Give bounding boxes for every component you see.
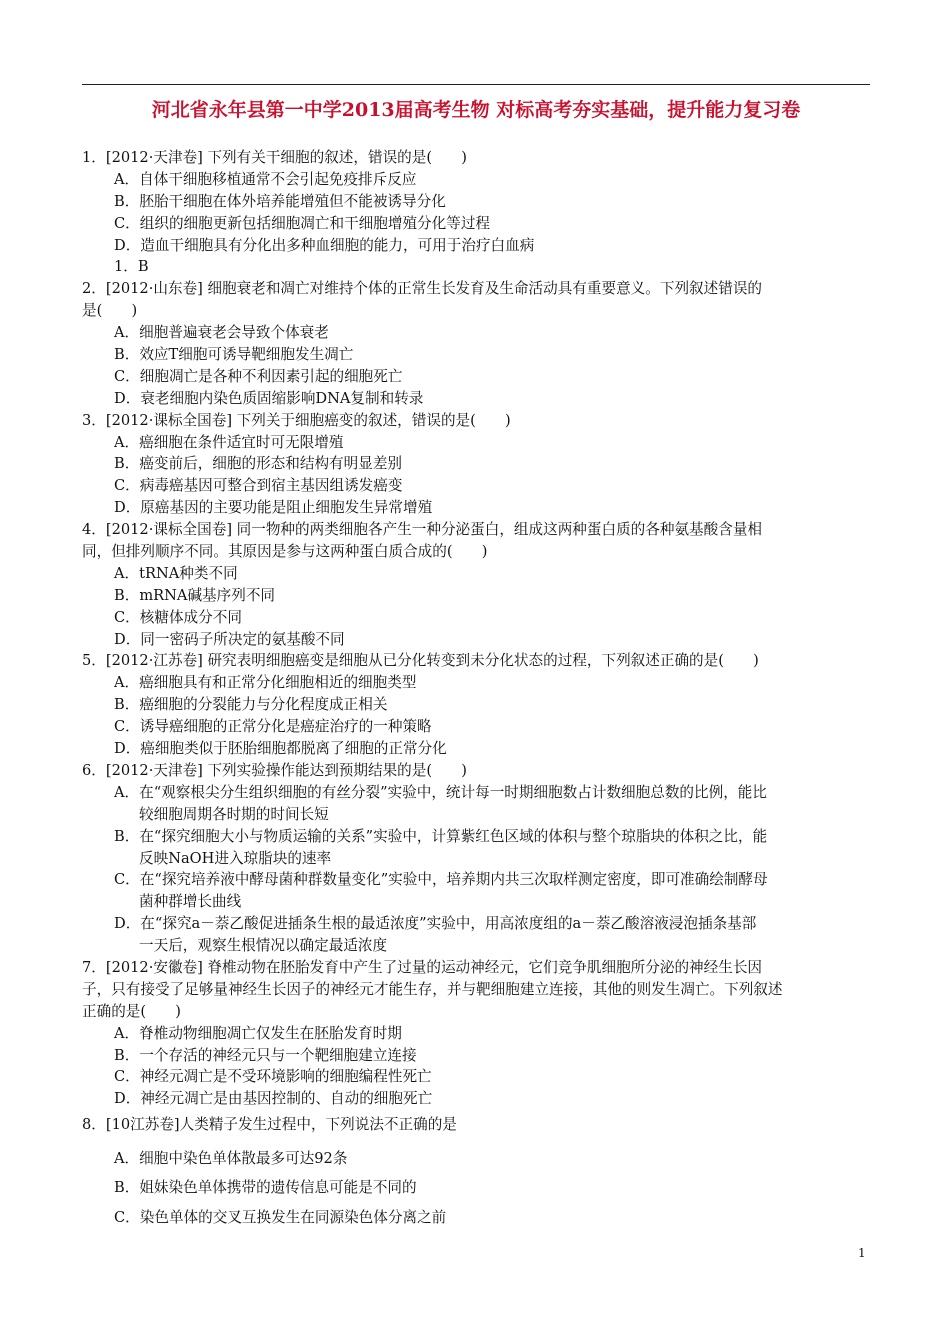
question-stem-line: 同，但排列顺序不同。其原因是参与这两种蛋白质合成的( ) <box>82 543 488 561</box>
answer-option-D: D．同一密码子所决定的氨基酸不同 <box>114 630 345 648</box>
question-stem-line: 6．[2012·天津卷] 下列实验操作能达到预期结果的是( ) <box>82 761 467 779</box>
question-5 <box>82 650 874 759</box>
question-stem-line: 正确的是( ) <box>82 1002 181 1020</box>
page-title: 河北省永年县第一中学2013届高考生物 对标高考夯实基础，提升能力复习卷 <box>151 99 801 121</box>
question-stem-line: 2．[2012·山东卷] 细胞衰老和凋亡对维持个体的正常生长发育及生命活动具有重要意义。下列叙述错误的 <box>82 280 763 298</box>
question-stem-line: 子，只有接受了足够量神经生长因子的神经元才能生存，并与靶细胞建立连接，其他的则发生凋亡。下列叙述 <box>82 980 783 998</box>
answer-option-B: B．癌细胞的分裂能力与分化程度成正相关 <box>114 696 388 714</box>
answer-option-C-cont: 菌种群增长曲线 <box>139 893 242 911</box>
page-number: 1 <box>858 1246 866 1260</box>
answer-option-D: D．神经元凋亡是由基因控制的、自动的细胞死亡 <box>114 1090 433 1108</box>
answer-option-C: C．染色单体的交叉互换发生在同源染色体分离之前 <box>114 1208 447 1226</box>
question-3 <box>82 410 874 519</box>
answer-option-D: D．衰老细胞内染色质固缩影响DNA复制和转录 <box>114 389 424 407</box>
answer-option-D: D．癌细胞类似于胚胎细胞都脱离了细胞的正常分化 <box>114 740 447 758</box>
answer-option-D-cont: 一天后，观察生根情况以确定最适浓度 <box>139 937 388 955</box>
answer-option-C: C．组织的细胞更新包括细胞凋亡和干细胞增殖分化等过程 <box>114 214 491 232</box>
answer-option-D: D．造血干细胞具有分化出多种血细胞的能力，可用于治疗白血病 <box>114 236 535 254</box>
answer-option-C: C．细胞凋亡是各种不利因素引起的细胞死亡 <box>114 367 403 385</box>
answer-option-B: B．mRNA碱基序列不同 <box>114 586 276 604</box>
answer-option-B-cont: 反映NaOH进入琼脂块的速率 <box>139 849 332 867</box>
answer-option-C: C．诱导癌细胞的正常分化是癌症治疗的一种策略 <box>114 718 432 736</box>
header-rule <box>82 84 870 85</box>
question-8 <box>82 1110 874 1232</box>
answer-option-B: B．姐妹染色单体携带的遗传信息可能是不同的 <box>114 1179 417 1197</box>
answer-option-A: A．癌细胞在条件适宜时可无限增殖 <box>114 433 344 451</box>
answer-option-B: B．在“探究细胞大小与物质运输的关系”实验中，计算紫红色区域的体积与整个琼脂块的体积之比，能 <box>114 827 768 845</box>
answer-option-D: D．在“探究a－萘乙酸促进插条生根的最适浓度”实验中，用高浓度组的a－萘乙酸溶液浸泡插条基部 <box>114 915 757 933</box>
answer-option-A: A．在“观察根尖分生组织细胞的有丝分裂”实验中，统计每一时期细胞数占计数细胞总数的比例，能比 <box>114 783 767 801</box>
answer-option-A: A．癌细胞具有和正常分化细胞相近的细胞类型 <box>114 674 417 692</box>
answer-option-B: B．胚胎干细胞在体外培养能增殖但不能被诱导分化 <box>114 192 446 210</box>
answer-option-B: B．一个存活的神经元只与一个靶细胞建立连接 <box>114 1046 417 1064</box>
answer-option-D: D．原癌基因的主要功能是阻止细胞发生异常增殖 <box>114 499 433 517</box>
question-stem-line: 是( ) <box>82 302 138 320</box>
answer-option-A-cont: 较细胞周期各时期的时间长短 <box>139 805 329 823</box>
question-2 <box>82 278 874 409</box>
question-stem-line: 5．[2012·江苏卷] 研究表明细胞癌变是细胞从已分化转变到未分化状态的过程，下列叙述正确的是( ) <box>82 652 759 670</box>
question-stem-line: 8．[10江苏卷]人类精子发生过程中，下列说法不正确的是 <box>82 1116 457 1134</box>
question-6 <box>82 760 874 957</box>
answer-option-C: C．病毒癌基因可整合到宿主基因组诱发癌变 <box>114 477 403 495</box>
question-stem-line: 7．[2012·安徽卷] 脊椎动物在胚胎发育中产生了过量的运动神经元，它们竞争肌细胞所分泌的神经生长因 <box>82 958 763 976</box>
answer-option-A: A．脊椎动物细胞凋亡仅发生在胚胎发育时期 <box>114 1024 402 1042</box>
question-1 <box>82 147 874 278</box>
question-stem-line: 3．[2012·课标全国卷] 下列关于细胞癌变的叙述，错误的是( ) <box>82 411 511 429</box>
question-4 <box>82 519 874 650</box>
answer-option-C: C．神经元凋亡是不受环境影响的细胞编程性死亡 <box>114 1068 432 1086</box>
answer-option-A: A．tRNA种类不同 <box>114 564 238 582</box>
answer-option-A: A．自体干细胞移植通常不会引起免疫排斥反应 <box>114 170 417 188</box>
answer-option-A: A．细胞中染色单体散最多可达92条 <box>114 1149 348 1167</box>
answer-option-B: B．癌变前后，细胞的形态和结构有明显差别 <box>114 455 403 473</box>
answer-key: 1．B <box>114 258 149 276</box>
question-stem-line: 1．[2012·天津卷] 下列有关干细胞的叙述，错误的是( ) <box>82 149 467 166</box>
question-stem-line: 4．[2012·课标全国卷] 同一物种的两类细胞各产生一种分泌蛋白，组成这两种蛋白质的各种氨基酸含量相 <box>82 521 763 539</box>
question-list <box>82 147 874 1232</box>
answer-option-B: B．效应T细胞可诱导靶细胞发生凋亡 <box>114 346 354 364</box>
question-7 <box>82 957 874 1110</box>
answer-option-C: C．在“探究培养液中酵母菌种群数量变化”实验中，培养期内共三次取样测定密度，即可准确绘制酵母 <box>114 871 768 889</box>
answer-option-C: C．核糖体成分不同 <box>114 608 242 626</box>
answer-option-A: A．细胞普遍衰老会导致个体衰老 <box>114 324 329 342</box>
